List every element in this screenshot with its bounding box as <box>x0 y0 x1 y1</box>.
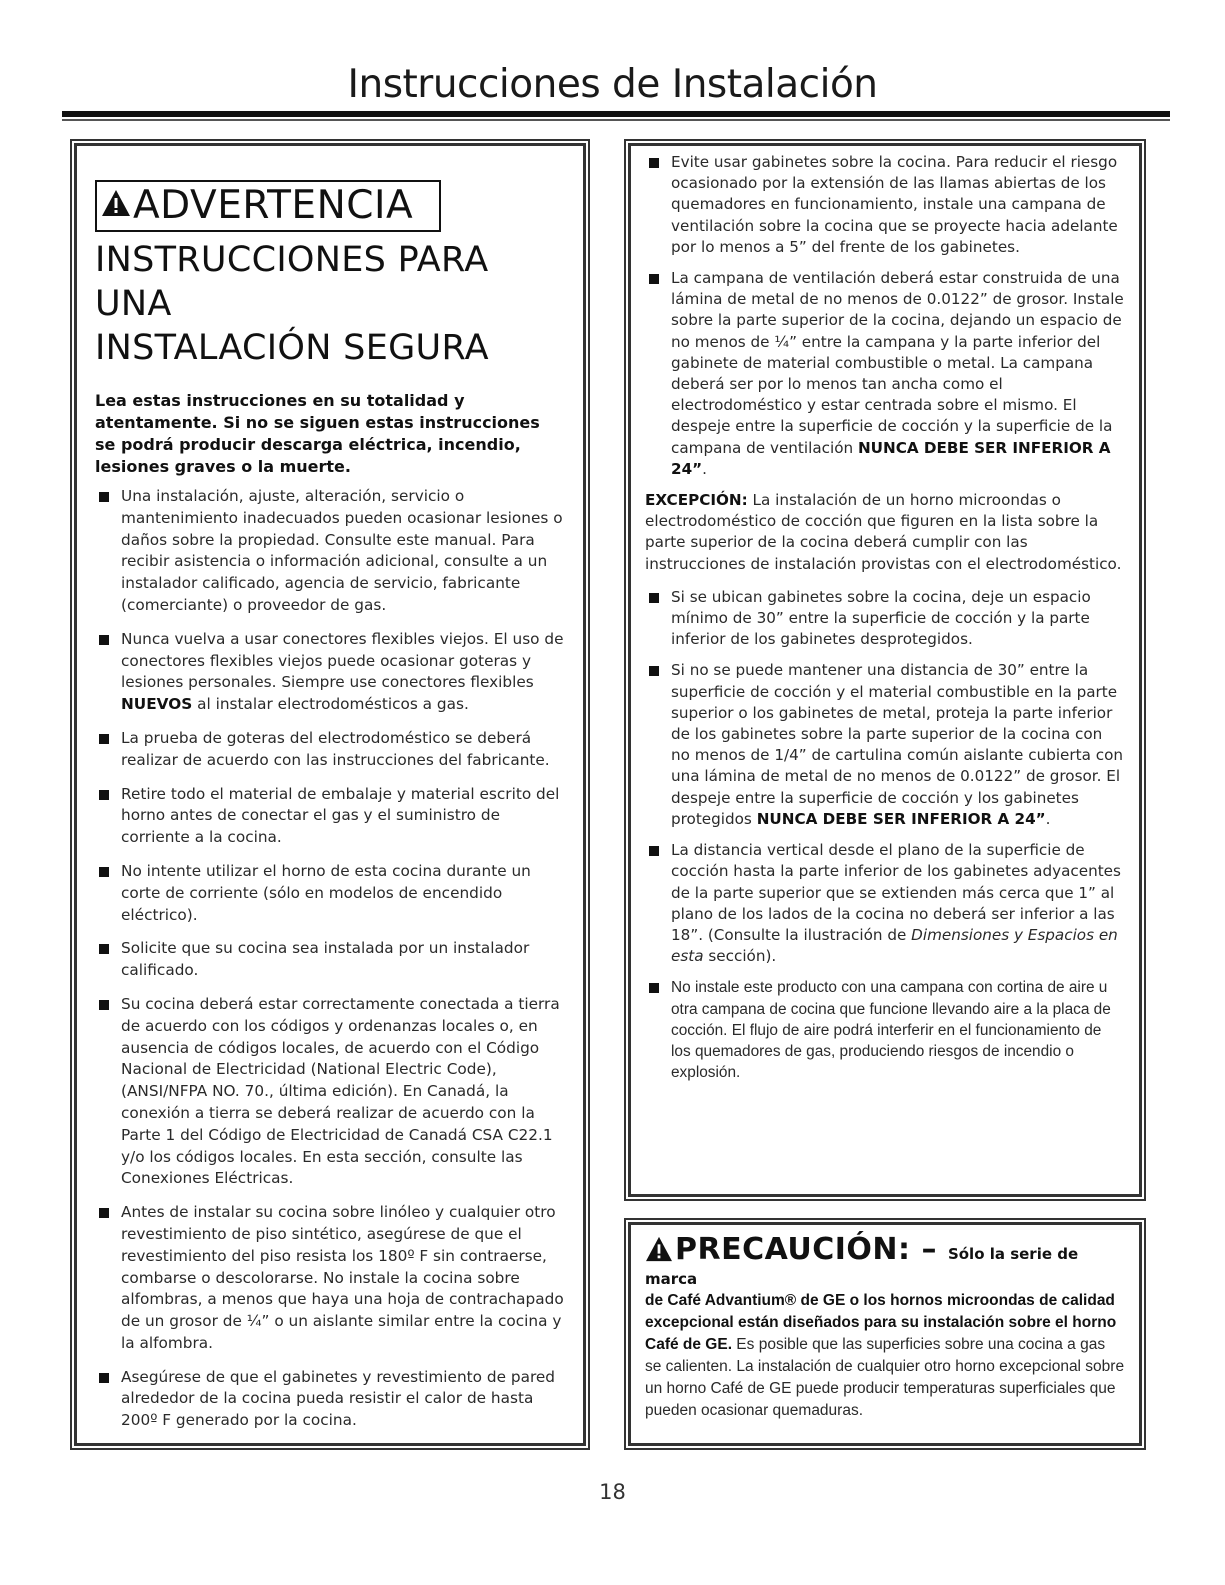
warning-lead: Lea estas instrucciones en su totalidad y atentamente. Si no se siguen estas instrucciones se podrá producir descarga eléctrica, incendio, lesiones graves o la muerte. <box>95 391 540 476</box>
bullet-text: . <box>702 459 707 478</box>
exception-text: La instalación de un horno microondas o electrodoméstico de cocción que figuren en la lista sobre la parte superior de la cocina deberá cumplir con las instrucciones de instalación provistas con el electrodoméstico. <box>645 491 1122 573</box>
warning-label: ADVERTENCIA <box>133 183 414 228</box>
bullet-text: Nunca vuelva a usar conectores flexibles viejos. El uso de conectores flexibles viejos puede ocasionar goteras y lesiones personales. Siempre use conectores flexibles <box>121 629 564 692</box>
precaution-panel <box>628 1222 1142 1446</box>
bullet-text: La prueba de goteras del electrodoméstico se deberá realizar de acuerdo con las instrucciones del fabricante. <box>121 728 550 769</box>
bullet-italic-text: Dimensiones y Espacios en esta <box>671 925 1118 966</box>
list-item <box>645 840 1125 967</box>
bullet-square-icon <box>649 274 659 284</box>
list-item <box>95 1202 565 1355</box>
bullet-text: sección). <box>703 947 777 966</box>
bullet-square-icon <box>649 666 659 676</box>
bullet-text: Si no se puede mantener una distancia de 30” entre la superficie de cocción y el material combustible en la parte superior o los gabinetes de metal, proteja la parte inferior de los gabinetes sobre la parte superior de la cocina con no menos de 1/4” de cartulina común aislante cubierta con una lámina de metal de no menos de 0.0122” de grosor. El despeje entre la superficie de cocción y los gabinetes protegidos <box>671 661 1123 828</box>
bullet-square-icon <box>99 492 109 502</box>
list-item <box>645 660 1125 830</box>
list-item <box>95 486 565 617</box>
list-item <box>95 938 565 982</box>
warning-bullet-list <box>95 486 565 1432</box>
precaution-label: PRECAUCIÓN: <box>675 1232 911 1267</box>
bullet-text: No intente utilizar el horno de esta cocina durante un corte de corriente (sólo en modelos de encendido eléctrico). <box>121 861 531 924</box>
bullet-square-icon <box>649 846 659 856</box>
bullet-text: La campana de ventilación deberá estar construida de una lámina de metal de no menos de 0.0122” de grosor. Instale sobre la parte superior de la cocina, dejando un espacio de no menos de ¼” entre la campana y la parte inferior del gabinete de material combustible o metal. La campana deberá ser por lo menos tan ancha como el electrodoméstico y estar centrada sobre el mismo. El despeje entre la superficie de cocción y la superficie de la campana de ventilación <box>671 269 1124 457</box>
list-item <box>95 784 565 849</box>
bullet-square-icon <box>99 790 109 800</box>
bullet-square-icon <box>649 158 659 168</box>
title-rule-thin <box>62 119 1170 121</box>
precaution-heading <box>645 1232 1125 1290</box>
exception-paragraph <box>645 490 1125 575</box>
list-item <box>95 861 565 926</box>
bullet-text: La distancia vertical desde el plano de la superficie de cocción hasta la parte inferior de los gabinetes adyacentes de la parte superior que se extienden más cerca que 1” al plano de los lados de la cocina no deberá ser inferior a las 18”. (Consulte la ilustración de <box>671 841 1121 944</box>
exception-label: EXCEPCIÓN: <box>645 491 748 510</box>
right-warning-panel <box>628 143 1142 1197</box>
bullet-square-icon <box>99 734 109 744</box>
bullet-bold-text: NUNCA DEBE SER INFERIOR A 24” <box>756 809 1046 828</box>
warning-heading-line1: INSTRUCCIONES PARA UNA <box>95 240 489 324</box>
bullet-text: Antes de instalar su cocina sobre linóleo y cualquier otro revestimiento de piso sintético, asegúrese de que el revestimiento del piso resista los 180º F sin contraerse, combarse o descolorarse. No instale la cocina sobre alfombras, a menos que haya una hoja de contrachapado de un grosor de ¼” o un aislante similar entre la cocina y la alfombra. <box>121 1203 564 1352</box>
precaution-dash: – <box>910 1232 948 1267</box>
bullet-text: Retire todo el material de embalaje y material escrito del horno antes de conectar el gas y el suministro de corriente a la cocina. <box>121 784 560 847</box>
right-bullet-list-2 <box>645 587 1125 1083</box>
title-rule <box>62 111 1170 117</box>
bullet-square-icon <box>99 635 109 645</box>
right-bullet-list <box>645 152 1125 480</box>
bullet-square-icon <box>99 1373 109 1383</box>
list-item <box>645 268 1125 480</box>
warning-triangle-icon <box>645 1236 673 1268</box>
warning-label-box <box>95 180 441 232</box>
list-item <box>95 1367 565 1432</box>
bullet-square-icon <box>99 1208 109 1218</box>
bullet-text: al instalar electrodomésticos a gas. <box>192 695 469 714</box>
bullet-square-icon <box>649 983 659 993</box>
precaution-text: Es posible que las superficies sobre una cocina a gas se calienten. La instalación de cualquier otro horno excepcional sobre un horno Café de GE puede producir temperaturas superficiales que pueden ocasionar quemaduras. <box>645 1335 1125 1419</box>
bullet-text: No instale este producto con una campana con cortina de aire u otra campana de cocina que funcione llevando aire a la placa de cocción. El flujo de aire podrá interferir en el funcionamiento de los quemadores de gas, produciendo riesgos de incendio o explosión. <box>671 979 1111 1082</box>
bullet-text: Una instalación, ajuste, alteración, servicio o mantenimiento inadecuados pueden ocasionar lesiones o daños sobre la propiedad. Consulte este manual. Para recibir asistencia o información adicional, consulte a un instalador calificado, agencia de servicio, fabricante (comerciante) o proveedor de gas. <box>121 487 563 614</box>
warning-heading <box>95 238 565 370</box>
bullet-bold-text: NUEVOS <box>121 695 193 714</box>
bullet-square-icon <box>99 944 109 954</box>
bullet-text: . <box>1045 809 1051 828</box>
precaution-lead-small: Sólo la serie de marca <box>645 1245 1079 1288</box>
page-number: 18 <box>599 1480 626 1504</box>
precaution-lead-bold: de Café Advantium® de GE o los hornos microondas de calidad excepcional están diseñados para su instalación sobre el horno Café de GE. <box>645 1291 1117 1353</box>
bullet-text: Solicite que su cocina sea instalada por un instalador calificado. <box>121 939 530 980</box>
bullet-square-icon <box>99 867 109 877</box>
precaution-body <box>645 1290 1125 1422</box>
page-title: Instrucciones de Instalación <box>347 62 878 107</box>
bullet-text: Asegúrese de que el gabinetes y revestimiento de pared alrededor de la cocina pueda resistir el calor de hasta 200º F generado por la cocina. <box>121 1367 556 1430</box>
warning-panel <box>74 143 586 1446</box>
warning-heading-line2: INSTALACIÓN SEGURA <box>95 328 489 368</box>
bullet-text: Si se ubican gabinetes sobre la cocina, deje un espacio mínimo de 30” entre la superficie de cocción y la parte inferior de los gabinetes desprotegidos. <box>671 587 1091 649</box>
warning-triangle-icon <box>101 181 131 229</box>
bullet-square-icon <box>99 1000 109 1010</box>
bullet-square-icon <box>649 593 659 603</box>
list-item <box>645 977 1125 1083</box>
list-item <box>645 152 1125 258</box>
list-item <box>95 728 565 772</box>
bullet-text: Su cocina deberá estar correctamente conectada a tierra de acuerdo con los códigos y ordenanzas locales o, en ausencia de códigos locales, de acuerdo con el Código Nacional de Electricidad (National Electric Code), (ANSI/NFPA NO. 70., última edición). En Canadá, la conexión a tierra se deberá realizar de acuerdo con la Parte 1 del Código de Electricidad de Canadá CSA C22.1 y/o los códigos locales. En esta sección, consulte las Conexiones Eléctricas. <box>121 994 560 1188</box>
list-item <box>95 629 565 716</box>
list-item <box>645 587 1125 651</box>
bullet-text: Evite usar gabinetes sobre la cocina. Para reducir el riesgo ocasionado por la extensión de las llamas abiertas de los quemadores en funcionamiento, instale una campana de ventilación sobre la cocina que se proyecte hacia adelante por lo menos a 5” del frente de los gabinetes. <box>671 153 1118 256</box>
list-item <box>95 994 565 1190</box>
bullet-bold-text: NUNCA DEBE SER INFERIOR A 24” <box>671 438 1111 478</box>
